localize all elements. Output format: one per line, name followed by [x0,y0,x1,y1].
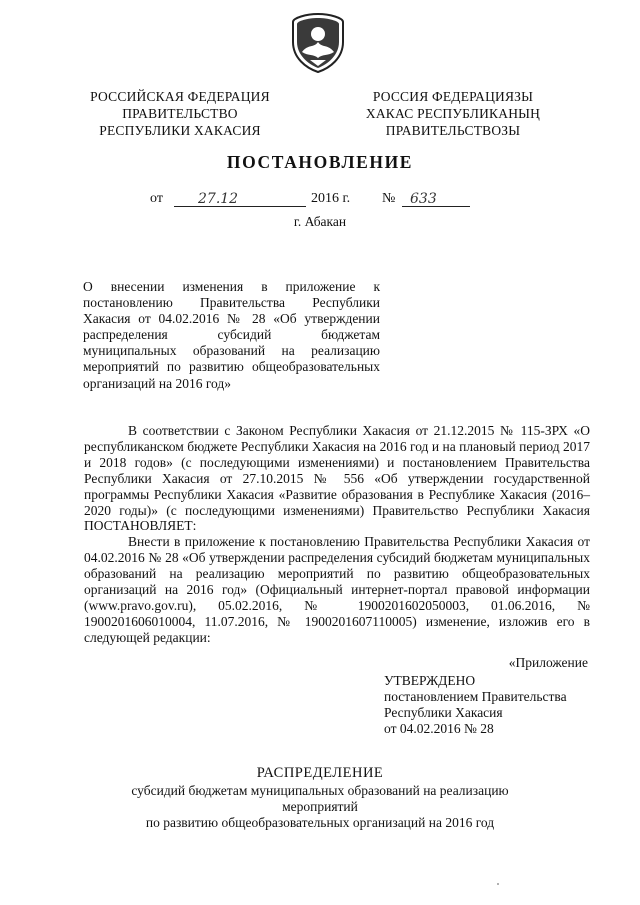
document-title: ПОСТАНОВЛЕНИЕ [226,152,414,172]
date-number-line [150,191,490,213]
date-blank [174,191,306,207]
approved-line: постановлением Правительства [384,688,567,704]
approved-line: от 04.02.2016 № 28 [384,720,494,736]
body-paragraph: В соответствии с Законом Республики Хакасия от 21.12.2015 № 115-ЗРХ «О республиканском бюджете Республики Хакасия на 2016 год и на плановый период 2017 и 2018 годов» (с последующими изменениями) и постановлением Правительства Республики Хакасия от 27.10.2015 № 556 «Об утверждении государственной программы Республики Хакасия «Развитие образования в Республике Хакасия (2016–2020 годы)» (с последующими изменениями) Правительство Республики Хакасия ПОСТАНОВЛЯЕТ: [84,423,590,534]
from-label: от [150,191,163,206]
distribution-subtitle-line: по развитию общеобразовательных организаций на 2016 год [145,815,495,830]
header-right-line: ХАКАС РЕСПУБЛИКАНЫҢ [365,106,541,121]
header-left-line: РОССИЙСКАЯ ФЕДЕРАЦИЯ [90,89,270,104]
body-paragraph: Внести в приложение к постановлению Правительства Республики Хакасия от 04.02.2016 № 28 «Об утверждении распределения субсидий бюджетам муниципальных образований на реализацию мероприятий по развитию общеобразовательных организаций на 2016 год» (Официальный интернет-портал правовой информации (www.pravo.gov.ru), 05.02.2016, № 1900201602050003, 01.06.2016, № 1900201606010004, 11.07.2016, № 1900201607110005) изменение, изложив его в следующей редакции: [84,534,590,645]
approved-line: УТВЕРЖДЕНО [384,673,476,688]
appendix-label: «Приложение [508,655,588,670]
distribution-subtitle [100,783,540,831]
city: г. Абакан [293,214,347,229]
distribution-title: РАСПРЕДЕЛЕНИЕ [256,765,384,781]
header-right-line: РОССИЯ ФЕДЕРАЦИЯЗЫ [372,89,534,104]
distribution-subtitle-line: субсидий бюджетам муниципальных образований на реализацию мероприятий [131,783,509,814]
khakassia-coat-of-arms-icon [290,12,346,74]
header-right [348,88,558,139]
approved-block [384,673,604,737]
approved-line: Республики Хакасия [384,704,503,720]
document-body [84,423,590,646]
header-left-line: ПРАВИТЕЛЬСТВО [122,106,238,121]
header-right-line: ПРАВИТЕЛЬСТВОЗЫ [385,123,521,138]
document-subject: О внесении изменения в приложение к постановлению Правительства Республики Хакасия от 04.02.2016 № 28 «Об утверждении распределения субсидий бюджетам муниципальных образований на реализацию мероприятий по развитию общеобразовательных организаций на 2016 год» [83,279,380,391]
handwritten-number: 633 [410,191,437,207]
header-left-line: РЕСПУБЛИКИ ХАКАСИЯ [99,123,261,138]
year-label: 2016 г. [311,191,351,206]
number-label: № [382,191,396,206]
scan-speck [497,883,499,885]
header-left [80,88,280,139]
handwritten-date: 27.12 [198,191,239,207]
